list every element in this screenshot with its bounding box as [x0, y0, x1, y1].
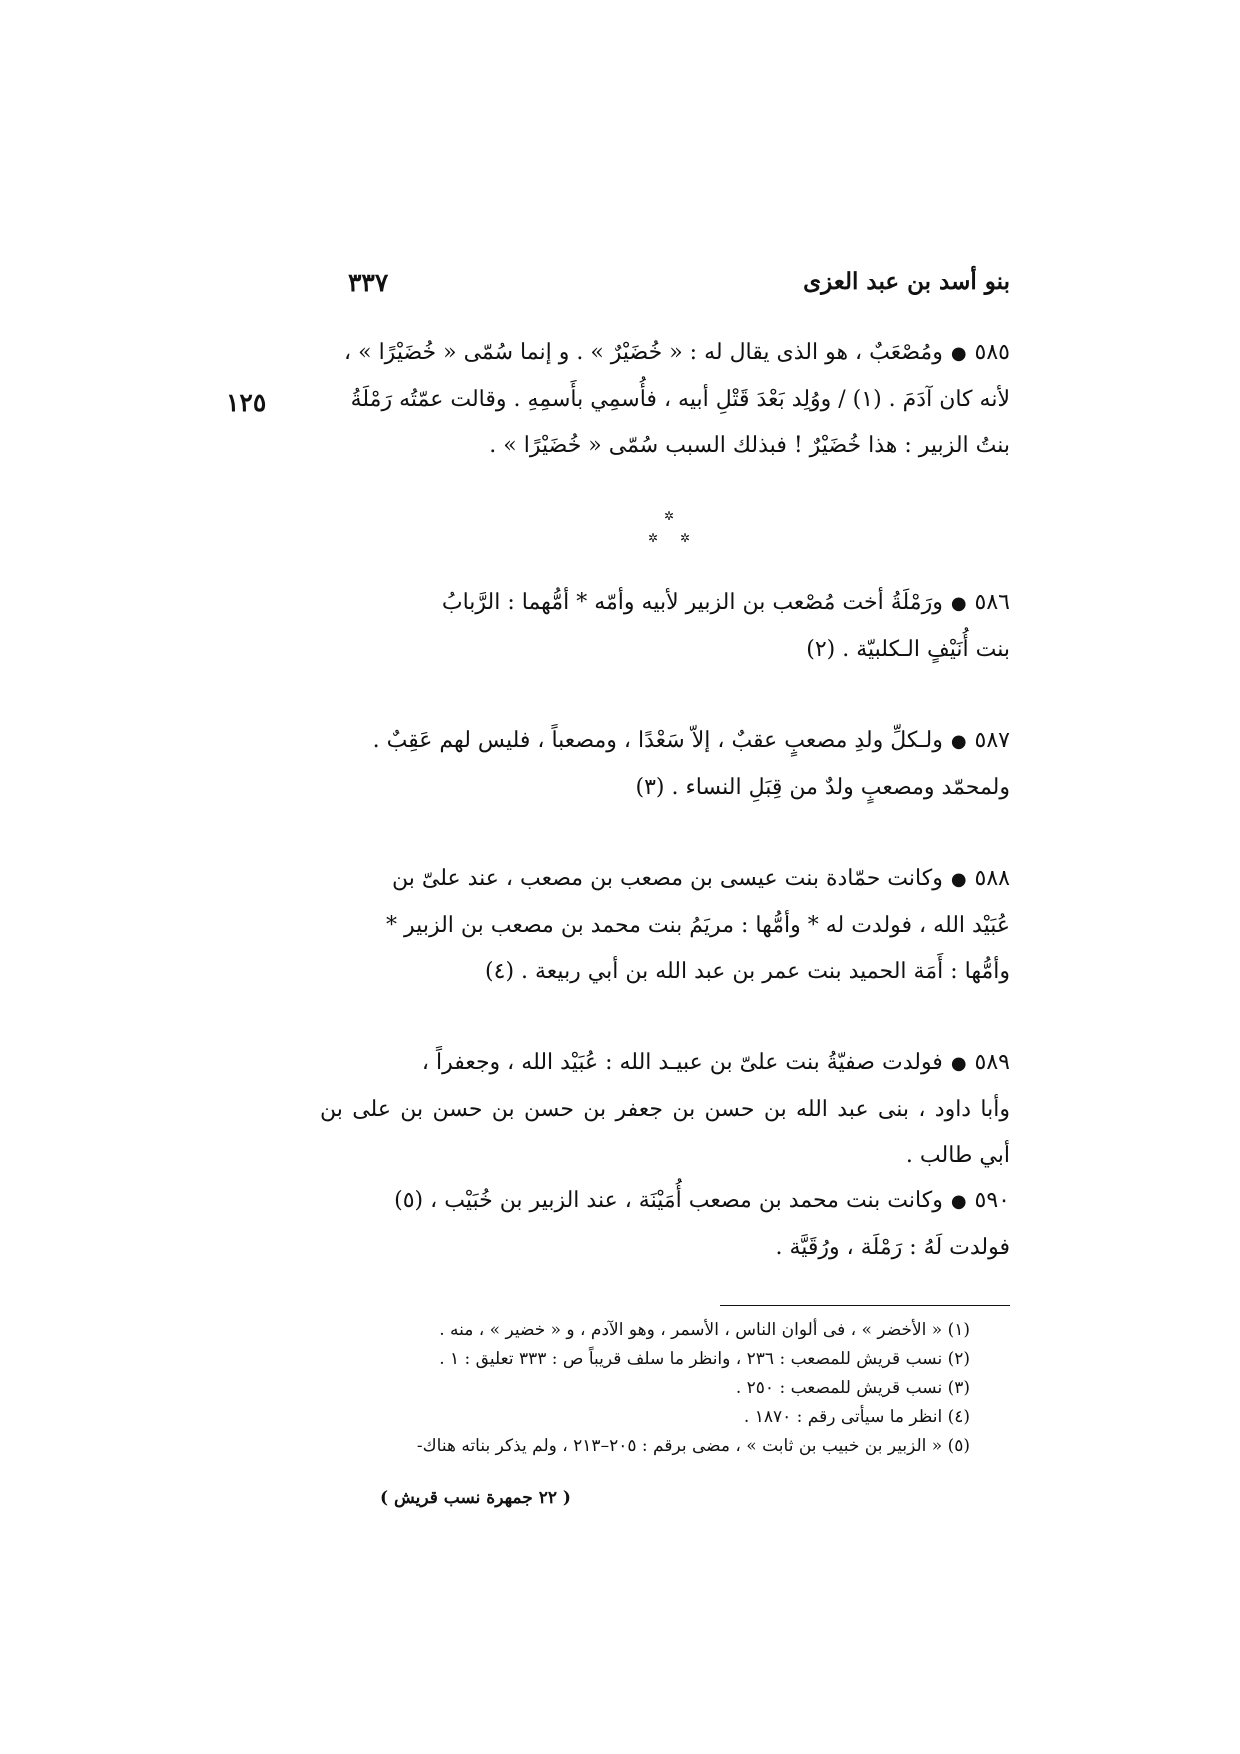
signature-mark: ( ٢٢ جمهرة نسب قريش ) [380, 1488, 571, 1508]
entry-text: ومُصْعَبٌ ، هو الذى يقال له : « خُضَيْرٌ » . و إنما سُمّى « خُضَيْرًا » ، [344, 340, 943, 365]
entry-number: ٥٨٩ [974, 1050, 1010, 1075]
footnote-1: (١) « الأخضر » ، فى ألوان الناس ، الأسمر ، وهو الآدم ، و « خضير » ، منه . [439, 1320, 970, 1340]
entry-line [320, 718, 1010, 765]
footnote-2: (٢) نسب قريش للمصعب : ٢٣٦ ، وانظر ما سلف قريباً ص : ٣٣٣ تعليق : ١ . [439, 1349, 970, 1369]
running-header [320, 268, 1010, 308]
footnotes [320, 1316, 970, 1461]
entry-number: ٥٩٠ [974, 1188, 1010, 1213]
entry-line [320, 330, 1010, 377]
footnote-3: (٣) نسب قريش للمصعب : ٢٥٠ . [735, 1378, 970, 1398]
bullet-icon: ● [950, 593, 967, 614]
bullet-icon: ● [950, 1053, 967, 1074]
entry-line: لأنه كان آدَمَ . (١) / ووُلِد بَعْدَ قَتْلِ أبيه ، فأُسمِي بأَسمِهِ . وقالت عمّتُه رَمْلَةُ [350, 387, 1010, 412]
footnote-divider [720, 1305, 1010, 1306]
bullet-icon: ● [950, 1191, 967, 1212]
footnote-5: (٥) « الزبير بن خبيب بن ثابت » ، مضى برقم : ٢٠٥–٢١٣ ، ولم يذكر بناته هناك- [416, 1436, 970, 1456]
entry-line [320, 856, 1010, 903]
entry-number: ٥٨٥ [974, 340, 1010, 365]
entry-line: عُبَيْد الله ، فولدت له * وأمُّها : مريَمُ بنت محمد بن مصعب بن الزبير * [386, 913, 1010, 938]
bullet-icon: ● [950, 343, 967, 364]
entry-588 [320, 856, 1010, 995]
entry-text: وكانت حمّادة بنت عيسى بن مصعب بن مصعب ، عند علىّ بن [392, 866, 943, 891]
entry-line: بنت أُنَيْفٍ الـكلبيّة . (٢) [806, 637, 1010, 662]
entry-line: فولدت لَهُ : رَمْلَة ، ورُقَيَّة . [775, 1235, 1010, 1260]
entry-589 [320, 1040, 1010, 1179]
entry-number: ٥٨٧ [974, 728, 1010, 753]
entry-587 [320, 718, 1010, 811]
entry-line: وأمُّها : أَمَة الحميد بنت عمر بن عبد الله بن أبي ربيعة . (٤) [485, 959, 1010, 984]
entry-586 [320, 580, 1010, 673]
entry-line [320, 580, 1010, 627]
entry-line [320, 1040, 1010, 1087]
footnote-4: (٤) انظر ما سيأتى رقم : ١٨٧٠ . [743, 1407, 970, 1427]
running-title: بنو أسد بن عبد العزى [803, 268, 1010, 295]
bullet-icon: ● [950, 731, 967, 752]
page-number: ٣٣٧ [348, 268, 389, 297]
entry-line [320, 1178, 1010, 1225]
entry-text: وكانت بنت محمد بن مصعب أُمَيْنَة ، عند الزبير بن خُبَيْب ، (٥) [394, 1188, 943, 1213]
entry-number: ٥٨٨ [974, 866, 1010, 891]
entry-text: ورَمْلَةُ أخت مُصْعب بن الزبير لأبيه وأمّه * أمُّهما : الرَّبابُ [441, 590, 943, 615]
entry-line: وأبا داود ، بنى عبد الله بن حسن بن جعفر بن حسن بن حسن بن على بن أبي طالب . [320, 1097, 1010, 1168]
bullet-icon: ● [950, 869, 967, 890]
entry-text: فولدت صفيّةُ بنت علىّ بن عبيـد الله : عُبَيْد الله ، وجعفراً ، [421, 1050, 943, 1075]
asterism-icon: ✲ ✲ ✲ [648, 509, 691, 545]
margin-page-reference: ١٢٥ [226, 388, 267, 417]
entry-text: ولـكلِّ ولدِ مصعبٍ عقبٌ ، إلاّ سَعْدًا ، ومصعباً ، فليس لهم عَقِبٌ . [372, 728, 943, 753]
entry-585 [320, 330, 1010, 469]
entry-number: ٥٨٦ [974, 590, 1010, 615]
entry-590 [320, 1178, 1010, 1271]
entry-line: ولمحمّد ومصعبٍ ولدٌ من قِبَلِ النساء . (٣) [635, 775, 1010, 800]
entry-line: بنتُ الزبير : هذا خُضَيْرٌ ! فبذلك السبب سُمّى « خُضَيْرًا » . [489, 433, 1010, 458]
